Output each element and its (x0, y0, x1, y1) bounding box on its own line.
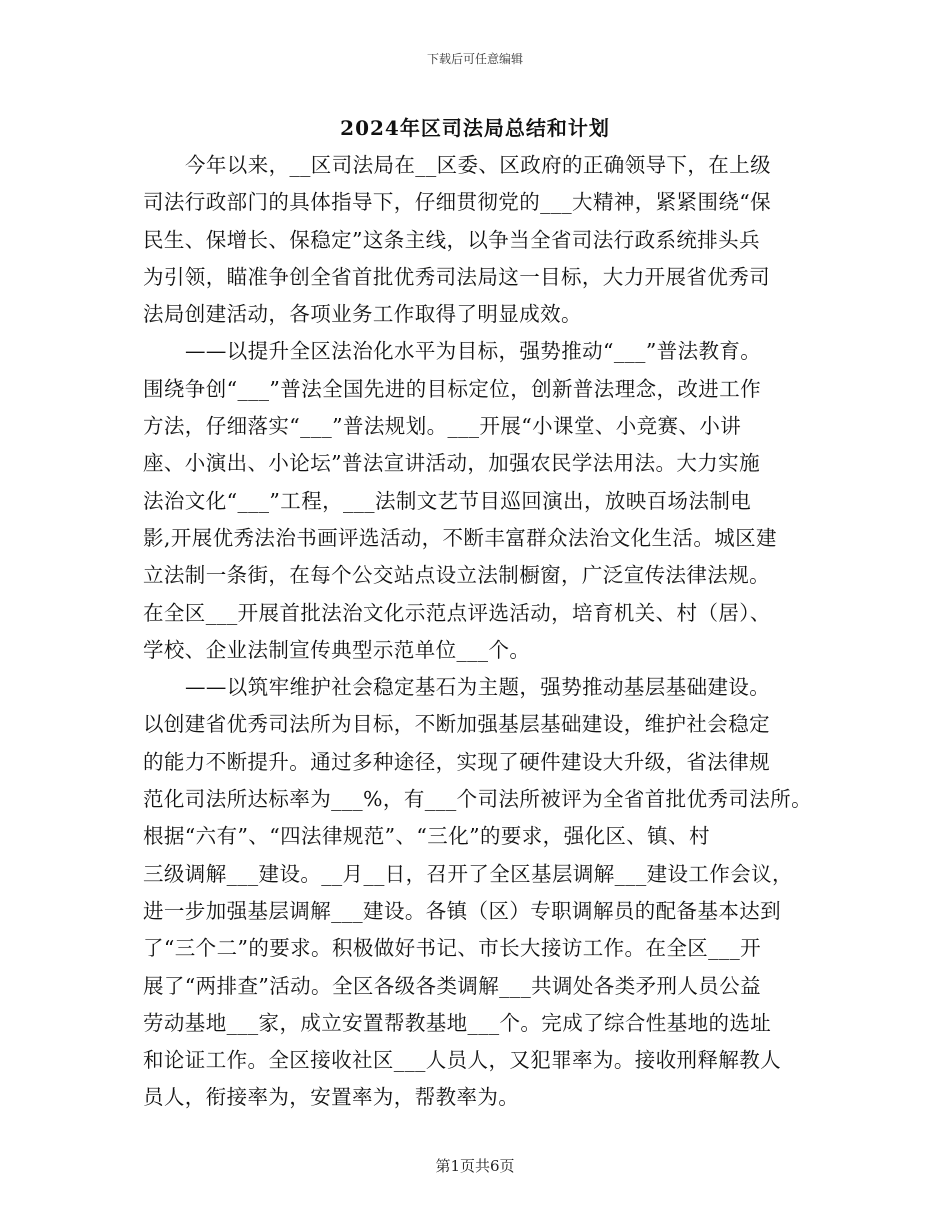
body-line: 根据“六有”、“四法律规范”、“三化”的要求，强化区、镇、村 (143, 824, 710, 849)
body-line: ——以筑牢维护社会稳定基石为主题，强势推动基层基础建设。 (185, 675, 771, 700)
body-line: 劳动基地___家，成立安置帮教基地___个。完成了综合性基地的选址 (143, 1010, 772, 1035)
body-line: 座、小演出、小论坛”普法宣讲活动，加强农民学法用法。大力实施 (143, 451, 760, 476)
document-title: 2024年区司法局总结和计划 (340, 116, 610, 140)
body-line: 了“三个二”的要求。积极做好书记、市长大接访工作。在全区___开 (143, 936, 762, 961)
page-number: 第1页共6页 (435, 1157, 515, 1175)
body-line: 和论证工作。全区接收社区___人员人，又犯罪率为。接收刑释解教人 (143, 1048, 782, 1073)
body-line: ——以提升全区法治化水平为目标，强势推动“___”普法教育。 (185, 339, 762, 364)
body-line: 法治文化“___”工程，___法制文艺节目巡回演出，放映百场法制电 (143, 488, 752, 513)
body-line: 影,开展优秀法治书画评选活动，不断丰富群众法治文化生活。城区建 (143, 525, 777, 550)
body-line: 的能力不断提升。通过多种途径，实现了硬件建设大升级，省法律规 (143, 749, 770, 774)
body-line: 进一步加强基层调解___建设。各镇（区）专职调解员的配备基本达到 (143, 898, 782, 923)
body-line: 员人，衔接率为，安置率为，帮教率为。 (143, 1085, 520, 1110)
body-line: 今年以来，__区司法局在__区委、区政府的正确领导下，在上级 (185, 153, 771, 177)
body-line: 学校、企业法制宣传典型示范单位___个。 (143, 637, 531, 662)
body-line: 司法行政部门的具体指导下，仔细贯彻党的___大精神，紧紧围绕“保 (143, 190, 772, 215)
body-line: 立法制一条街，在每个公交站点设立法制橱窗，广泛宣传法律法规。 (143, 563, 770, 588)
document-body (143, 147, 833, 1117)
body-line: 法局创建活动，各项业务工作取得了明显成效。 (143, 302, 582, 327)
body-line: 以创建省优秀司法所为目标，不断加强基层基础建设，维护社会稳定 (143, 712, 770, 737)
body-line: 民生、保增长、保稳定”这条主线，以争当全省司法行政系统排头兵 (143, 227, 760, 252)
body-line: 展了“两排查”活动。全区各级各类调解___共调处各类矛刑人员公益 (143, 973, 762, 998)
page-header-note: 下载后可任意编辑 (426, 52, 523, 66)
body-line: 三级调解___建设。__月__日，召开了全区基层调解___建设工作会议， (143, 861, 793, 886)
body-line: 范化司法所达标率为___%，有___个司法所被评为全省首批优秀司法所。 (143, 787, 812, 812)
body-line: 为引领，瞄准争创全省首批优秀司法局这一目标，大力开展省优秀司 (143, 264, 770, 289)
body-line: 方法，仔细落实“___”普法规划。___开展“小课堂、小竞赛、小讲 (143, 414, 742, 439)
body-line: 围绕争创“___”普法全国先进的目标定位，创新普法理念，改进工作 (143, 376, 762, 401)
body-line: 在全区___开展首批法治文化示范点评选活动，培育机关、村（居）、 (143, 600, 771, 625)
